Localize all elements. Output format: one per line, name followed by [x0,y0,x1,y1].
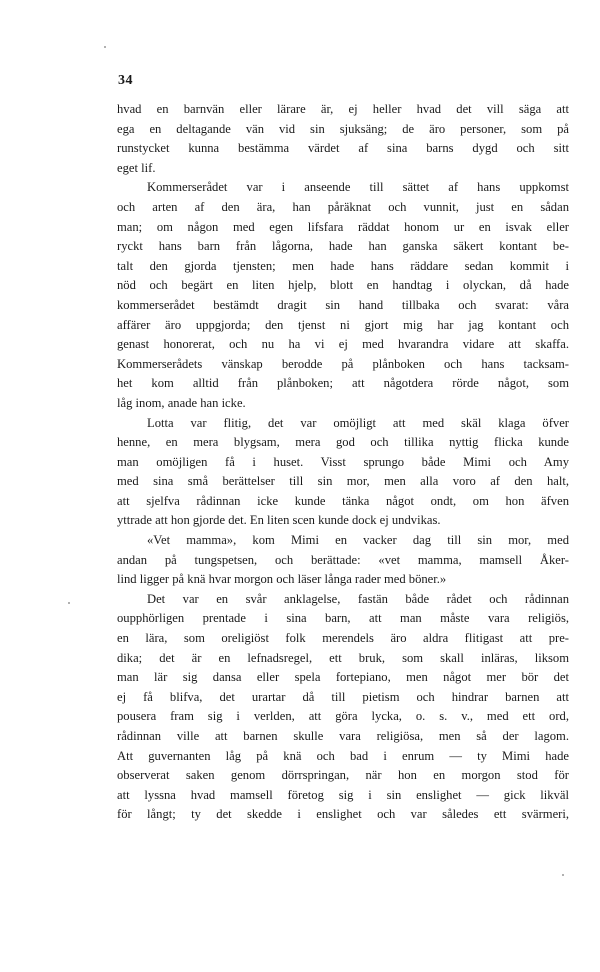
text-line: hvad en barnvän eller lärare är, ej heller hvad det vill säga att [117,102,569,116]
text-line: genast honorerat, och nu ha vi ej med hvarandra vidare att skaffa. [117,337,569,352]
text-line: «Vet mamma», kom Mimi en vacker dag till sin mor, med [147,533,569,548]
body-text [117,100,569,825]
text-line: lind ligger på knä hvar morgon och läser långa rader med böner.» [117,572,447,587]
paper-speck [562,874,564,876]
text-line: för långt; ty det skedde i enslighet och var således ett svärmeri, [117,807,569,822]
text-line: yttrade att hon gjorde det. En liten scen kunde dock ej undvikas. [117,513,441,528]
text-line: en lära, som oreligiöst folk merendels äro aldra flitigast att pre- [117,631,569,646]
paper-speck [104,46,106,48]
text-line: att sjelfva rådinnan icke kunde tänka något ondt, om hon äfven [117,493,569,508]
text-line: man lär sig dansa eller spela fortepiano, men något mer bör det [117,670,569,685]
text-line: man; om någon med egen lifsfara räddat honom ur en isvak eller [117,219,569,234]
text-line: oupphörligen prentade i sina barn, att man måste vara religiös, [117,611,569,626]
text-line: Kommerserådets vänskap berodde på plånboken och hans tacksam- [117,356,569,371]
text-line: pousera fram sig i verlden, att göra lycka, o. s. v., med ett ord, [117,709,569,724]
text-line: nöd och begärt en liten hjelp, blott en handtag i olyckan, då hade [117,278,569,293]
text-line: kommerserådet bestämdt dragit sin hand tillbaka och svarat: våra [117,297,569,312]
text-line: ega en deltagande vän vid sin sjuksäng; de äro personer, som på [117,121,569,136]
text-line: Lotta var flitig, det var omöjligt att med skäl klaga öfver [147,415,569,430]
text-line: dika; det är en lefnadsregel, ett bruk, som skall inläras, liksom [117,650,569,665]
page-number: 34 [118,73,133,88]
paper-speck [68,602,70,604]
text-line: med sina små berättelser till sin mor, men alla voro af den halt, [117,474,569,489]
text-line: man omöjligen få i huset. Visst sprungo både Mimi och Amy [117,454,569,469]
text-line: Det var en svår anklagelse, fastän både rådet och rådinnan [147,591,569,606]
text-line: eget lif. [117,160,156,175]
text-line: runstycket kunna bestämma värdet af sina barns dygd och sitt [117,141,569,156]
text-line: rådinnan ville att barnen skulle vara religiösa, men så der lagom. [117,729,569,743]
text-line: Kommerserådet var i anseende till sättet af hans uppkomst [147,180,569,195]
text-line: ryckt hans barn från lågorna, hade han ganska säkert kontant be- [117,239,569,254]
text-line: het kom alltid från plånboken; att någotdera rörde något, som [117,376,569,391]
text-line: talt den gjorda tjensten; men hade hans räddare sedan kommit i [117,258,569,273]
text-line: ej få blifva, det urartar då till pietism och hindrar barnen att [117,689,569,704]
text-line: observerat saken genom dörrspringan, när hon en morgon stod för [117,768,569,783]
text-line: att lyssna hvad mamsell företog sig i sin enslighet — gick likväl [117,787,569,802]
text-line: och arten af den ära, han påräknat och vunnit, just en sådan [117,199,569,214]
text-line: andan på tungspetsen, och berättade: «vet mamma, mamsell Åker- [117,552,569,567]
text-line: Att guvernanten låg på knä och bad i enrum — ty Mimi hade [117,748,569,763]
text-line: affärer äro uppgjorda; den tjenst ni gjort mig har jag kontant och [117,317,569,332]
text-line: låg inom, anade han icke. [117,395,246,410]
text-line: henne, en mera blygsam, mera god och tillika nyttig flicka kunde [117,435,569,450]
